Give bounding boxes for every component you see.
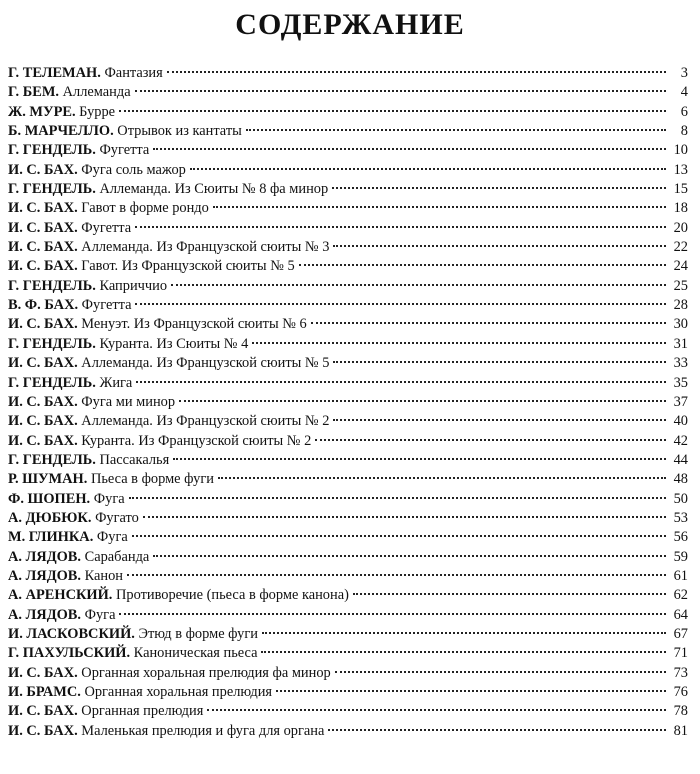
dot-leader [333, 419, 666, 421]
toc-entry [8, 354, 688, 373]
toc-entry [8, 722, 688, 741]
dot-leader [261, 651, 666, 653]
composer-name: И. С. БАХ. [8, 722, 78, 739]
dot-leader [167, 71, 666, 73]
page-number: 76 [673, 684, 688, 700]
composer-name: И. С. БАХ. [8, 258, 78, 275]
dot-leader [311, 322, 666, 324]
composer-name: Г. ГЕНДЕЛЬ. [8, 142, 96, 159]
composer-name: Ж. МУРЕ. [8, 103, 76, 120]
work-title: Фуга [96, 529, 128, 546]
toc-entry [8, 393, 688, 412]
toc-entry [8, 606, 688, 625]
dot-leader [135, 303, 666, 305]
work-title: Аллеманда. Из Французской сюиты № 3 [81, 239, 330, 256]
page-number: 31 [673, 335, 688, 352]
dot-leader [276, 690, 666, 692]
work-title: Противоречие (пьеса в форме канона) [115, 587, 349, 604]
work-title: Каноническая пьеса [133, 645, 258, 662]
toc-entry-text [8, 354, 329, 373]
toc-entry [8, 83, 688, 102]
toc-entry-text [8, 238, 329, 257]
toc-entry-text [8, 664, 331, 683]
toc-entry-text [8, 586, 349, 605]
dot-leader [119, 110, 666, 112]
page-number: 10 [673, 142, 688, 159]
toc-entry [8, 664, 688, 683]
toc-entry [8, 625, 688, 644]
toc-entry-text [8, 451, 169, 470]
composer-name: И. С. БАХ. [8, 316, 78, 333]
work-title: Гавот. Из Французской сюиты № 5 [81, 258, 295, 275]
composer-name: В. Ф. БАХ. [8, 297, 79, 314]
toc-entry [8, 335, 688, 354]
work-title: Фугато [95, 509, 139, 526]
composer-name: Б. МАРЧЕЛЛО. [8, 123, 114, 140]
dot-leader [299, 264, 666, 266]
toc-entry-text [8, 315, 307, 334]
page-number: 22 [673, 239, 688, 256]
page-number: 81 [673, 722, 688, 739]
toc-entry-text [8, 219, 131, 238]
composer-name: А. ЛЯДОВ. [8, 567, 81, 584]
composer-name: И. С. БАХ. [8, 200, 78, 217]
toc-entry [8, 122, 688, 141]
work-title: Органная прелюдия [81, 703, 204, 720]
toc-entry-text [8, 122, 242, 141]
page-number: 64 [673, 606, 688, 623]
page-number: 56 [673, 529, 688, 546]
toc-entry-text [8, 374, 132, 393]
page-number: 53 [673, 509, 688, 526]
page-number: 20 [673, 219, 688, 236]
dot-leader [135, 226, 666, 228]
page-number: 50 [673, 490, 688, 507]
work-title: Каприччио [99, 277, 168, 294]
composer-name: И. С. БАХ. [8, 413, 78, 430]
dot-leader [153, 555, 666, 557]
composer-name: А. АРЕНСКИЙ. [8, 587, 113, 604]
page-number: 25 [673, 277, 688, 294]
work-title: Пьеса в форме фуги [90, 471, 214, 488]
toc-entry-text [8, 180, 328, 199]
work-title: Фантазия [104, 65, 163, 81]
dot-leader [246, 129, 666, 131]
table-of-contents [8, 64, 688, 741]
work-title: Фугетта [81, 297, 132, 314]
dot-leader [179, 400, 666, 402]
page-number: 71 [673, 645, 688, 662]
dot-leader [315, 439, 666, 441]
dot-leader [252, 342, 666, 344]
toc-entry-text [8, 509, 139, 528]
work-title: Органная хоральная прелюдия [84, 684, 273, 700]
toc-entry [8, 103, 688, 122]
page-title: СОДЕРЖАНИЕ [235, 8, 465, 41]
page-number: 73 [673, 664, 688, 681]
work-title: Маленькая прелюдия и фуга для органа [81, 722, 325, 739]
composer-name: Г. БЕМ. [8, 84, 60, 101]
page-number: 18 [673, 200, 688, 217]
dot-leader [213, 206, 666, 208]
toc-entry [8, 296, 688, 315]
work-title: Аллеманда. Из Сюиты № 8 фа минор [99, 181, 329, 198]
toc-entry-text [8, 257, 295, 276]
toc-entry-text [8, 393, 175, 412]
work-title: Фуга соль мажор [81, 161, 186, 178]
work-title: Аллеманда. Из Французской сюиты № 5 [81, 355, 330, 372]
toc-entry-text [8, 548, 149, 567]
dot-leader [136, 381, 666, 383]
toc-entry-text [8, 277, 167, 296]
dot-leader [119, 613, 666, 615]
page-number: 42 [673, 432, 688, 449]
toc-entry-text [8, 702, 203, 721]
work-title: Фуга [93, 490, 125, 507]
toc-entry [8, 644, 688, 663]
dot-leader [190, 168, 666, 170]
page-number: 78 [673, 703, 688, 720]
page-number: 24 [673, 258, 688, 275]
toc-entry [8, 161, 688, 180]
page-number: 8 [680, 123, 688, 140]
toc-entry [8, 702, 688, 721]
page-number: 67 [673, 625, 688, 642]
work-title: Куранта. Из Французской сюиты № 2 [81, 432, 312, 449]
dot-leader [262, 632, 666, 634]
toc-entry [8, 219, 688, 238]
toc-entry [8, 257, 688, 276]
dot-leader [218, 477, 666, 479]
page-number: 13 [673, 161, 688, 178]
composer-name: И. ЛАСКОВСКИЙ. [8, 625, 135, 642]
page-number: 3 [680, 65, 688, 81]
dot-leader [153, 148, 666, 150]
toc-entry [8, 412, 688, 431]
toc-entry [8, 141, 688, 160]
composer-name: И. С. БАХ. [8, 219, 78, 236]
toc-entry-text [8, 64, 163, 83]
toc-entry [8, 586, 688, 605]
work-title: Жига [99, 374, 133, 391]
composer-name: Г. ГЕНДЕЛЬ. [8, 451, 96, 468]
toc-entry [8, 64, 688, 83]
dot-leader [333, 245, 666, 247]
page-number: 40 [673, 413, 688, 430]
dot-leader [132, 535, 666, 537]
toc-entry-text [8, 567, 123, 586]
toc-entry-text [8, 199, 209, 218]
toc-entry [8, 548, 688, 567]
dot-leader [127, 574, 666, 576]
toc-entry-text [8, 683, 272, 702]
toc-entry-text [8, 161, 186, 180]
toc-entry-text [8, 490, 125, 509]
composer-name: Г. ПАХУЛЬСКИЙ. [8, 645, 131, 662]
work-title: Фуга [84, 606, 116, 623]
page-number: 48 [673, 471, 688, 488]
composer-name: Г. ТЕЛЕМАН. [8, 65, 101, 81]
page-number: 33 [673, 355, 688, 372]
composer-name: Г. ГЕНДЕЛЬ. [8, 277, 96, 294]
work-title: Пассакалья [99, 451, 170, 468]
toc-entry-text [8, 103, 115, 122]
toc-entry-text [8, 296, 131, 315]
work-title: Фугетта [81, 219, 132, 236]
work-title: Фуга ми минор [81, 393, 176, 410]
work-title: Куранта. Из Сюиты № 4 [99, 335, 249, 352]
toc-entry-text [8, 83, 131, 102]
composer-name: Ф. ШОПЕН. [8, 490, 91, 507]
dot-leader [333, 361, 666, 363]
dot-leader [332, 187, 666, 189]
page-number: 61 [673, 567, 688, 584]
toc-entry [8, 683, 688, 702]
dot-leader [335, 671, 666, 673]
toc-entry-text [8, 625, 258, 644]
toc-entry-text [8, 412, 329, 431]
composer-name: И. С. БАХ. [8, 355, 78, 372]
work-title: Аллеманда. Из Французской сюиты № 2 [81, 413, 330, 430]
work-title: Бурре [79, 103, 116, 120]
toc-entry [8, 528, 688, 547]
page-number: 4 [680, 84, 688, 101]
toc-entry [8, 315, 688, 334]
toc-entry-text [8, 722, 324, 741]
toc-entry [8, 277, 688, 296]
dot-leader [207, 709, 666, 711]
composer-name: И. С. БАХ. [8, 432, 78, 449]
composer-name: И. С. БАХ. [8, 161, 78, 178]
toc-entry [8, 470, 688, 489]
toc-entry-text [8, 141, 149, 160]
toc-entry [8, 509, 688, 528]
composer-name: А. ДЮБЮК. [8, 509, 92, 526]
work-title: Отрывок из кантаты [117, 123, 242, 140]
work-title: Фугетта [99, 142, 150, 159]
page-number: 35 [673, 374, 688, 391]
toc-entry-text [8, 470, 214, 489]
composer-name: Г. ГЕНДЕЛЬ. [8, 181, 96, 198]
dot-leader [328, 729, 666, 731]
composer-name: Р. ШУМАН. [8, 471, 88, 488]
composer-name: И. БРАМС. [8, 684, 81, 700]
composer-name: М. ГЛИНКА. [8, 529, 94, 546]
toc-entry [8, 490, 688, 509]
toc-entry [8, 180, 688, 199]
work-title: Этюд в форме фуги [138, 625, 258, 642]
toc-entry [8, 199, 688, 218]
dot-leader [353, 593, 666, 595]
toc-entry-text [8, 644, 257, 663]
composer-name: А. ЛЯДОВ. [8, 606, 81, 623]
composer-name: А. ЛЯДОВ. [8, 548, 81, 565]
work-title: Органная хоральная прелюдия фа минор [81, 664, 331, 681]
toc-entry-text [8, 528, 128, 547]
composer-name: Г. ГЕНДЕЛЬ. [8, 335, 96, 352]
page-number: 28 [673, 297, 688, 314]
toc-entry-text [8, 335, 248, 354]
page-number: 15 [673, 181, 688, 198]
composer-name: И. С. БАХ. [8, 239, 78, 256]
page-number: 30 [673, 316, 688, 333]
page-number: 44 [673, 451, 688, 468]
composer-name: Г. ГЕНДЕЛЬ. [8, 374, 96, 391]
composer-name: И. С. БАХ. [8, 664, 78, 681]
dot-leader [129, 497, 666, 499]
work-title: Сарабанда [84, 548, 150, 565]
dot-leader [135, 90, 666, 92]
composer-name: И. С. БАХ. [8, 393, 78, 410]
dot-leader [171, 284, 666, 286]
toc-entry [8, 451, 688, 470]
page-number: 37 [673, 393, 688, 410]
toc-entry [8, 238, 688, 257]
toc-entry [8, 374, 688, 393]
work-title: Менуэт. Из Французской сюиты № 6 [81, 316, 307, 333]
toc-entry [8, 432, 688, 451]
page-number: 59 [673, 548, 688, 565]
dot-leader [143, 516, 666, 518]
work-title: Аллеманда [62, 84, 131, 101]
composer-name: И. С. БАХ. [8, 703, 78, 720]
toc-entry-text [8, 606, 115, 625]
page-number: 6 [680, 103, 688, 120]
dot-leader [173, 458, 666, 460]
work-title: Гавот в форме рондо [81, 200, 209, 217]
toc-entry-text [8, 432, 311, 451]
toc-entry [8, 567, 688, 586]
work-title: Канон [84, 567, 124, 584]
page-number: 62 [673, 587, 688, 604]
